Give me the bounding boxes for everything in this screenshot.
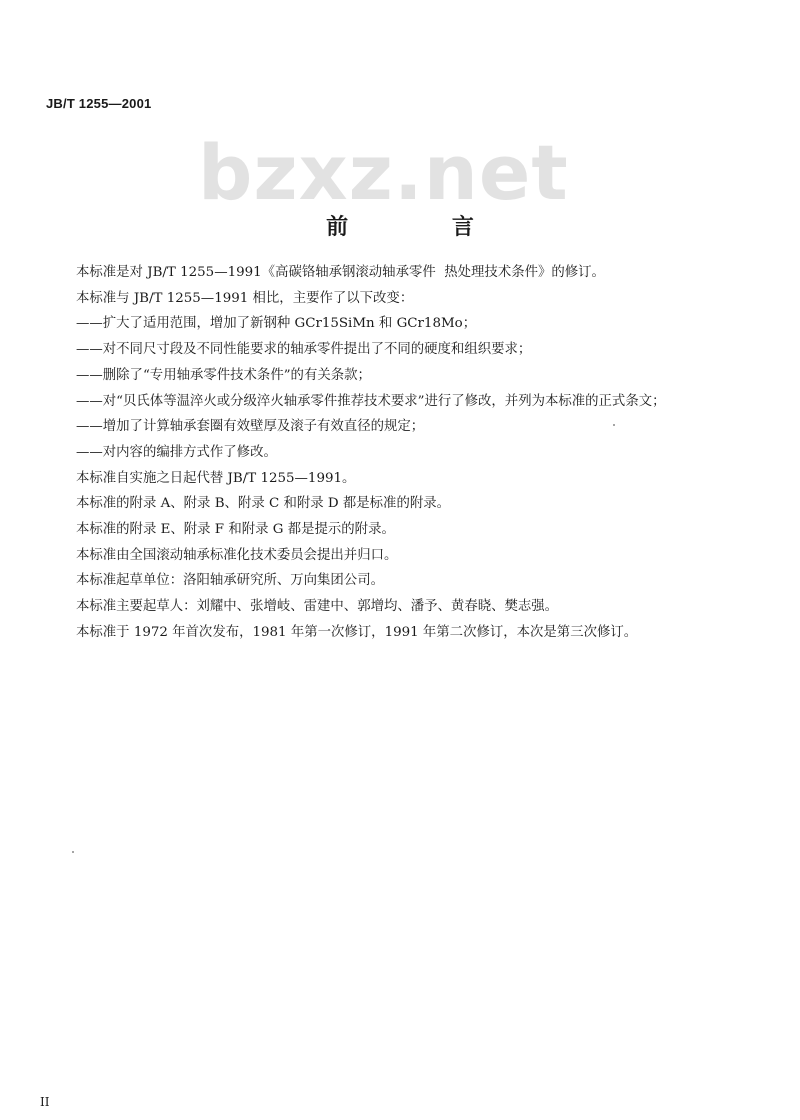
scan-speck <box>72 851 74 853</box>
paragraph: 本标准的附录 A、附录 B、附录 C 和附录 D 都是标准的附录。 <box>76 496 451 512</box>
paragraph: 本标准是对 JB/T 1255—1991《高碳铬轴承钢滚动轴承零件 热处理技术条件》的修订。 <box>76 265 605 280</box>
page-title: 前 言 <box>326 215 522 240</box>
page-number: II <box>40 1095 50 1109</box>
paragraph: 本标准由全国滚动轴承标准化技术委员会提出并归口。 <box>76 547 398 563</box>
paragraph: 本标准起草单位：洛阳轴承研究所、万向集团公司。 <box>76 573 384 589</box>
change-item: ——对内容的编排方式作了修改。 <box>76 444 277 460</box>
paragraph: 本标准于 1972 年首次发布，1981 年第一次修订，1991 年第二次修订，本次是第三次修订。 <box>76 624 638 640</box>
change-item: ——对不同尺寸段及不同性能要求的轴承零件提出了不同的硬度和组织要求； <box>76 342 532 358</box>
change-item: ——增加了计算轴承套圈有效壁厚及滚子有效直径的规定； <box>76 419 425 435</box>
watermark: bzxz.net <box>198 128 569 217</box>
paragraph: 本标准主要起草人：刘耀中、张增岐、雷建中、郭增均、潘予、黄春晓、樊志强。 <box>76 599 559 615</box>
change-item: ——对“贝氏体等温淬火或分级淬火轴承零件推荐技术要求”进行了修改，并列为本标准的正式条文； <box>76 393 666 409</box>
preface-body <box>44 260 760 646</box>
paragraph: 本标准自实施之日起代替 JB/T 1255—1991。 <box>76 470 356 486</box>
standard-code: JB/T 1255—2001 <box>46 96 152 111</box>
paragraph: 本标准的附录 E、附录 F 和附录 G 都是提示的附录。 <box>76 522 395 538</box>
change-item: ——扩大了适用范围，增加了新钢种 GCr15SiMn 和 GCr18Mo； <box>76 316 477 332</box>
paragraph: 本标准与 JB/T 1255—1991 相比，主要作了以下改变： <box>76 290 414 306</box>
change-item: ——删除了“专用轴承零件技术条件”的有关条款； <box>76 367 371 383</box>
scan-speck <box>613 424 615 426</box>
